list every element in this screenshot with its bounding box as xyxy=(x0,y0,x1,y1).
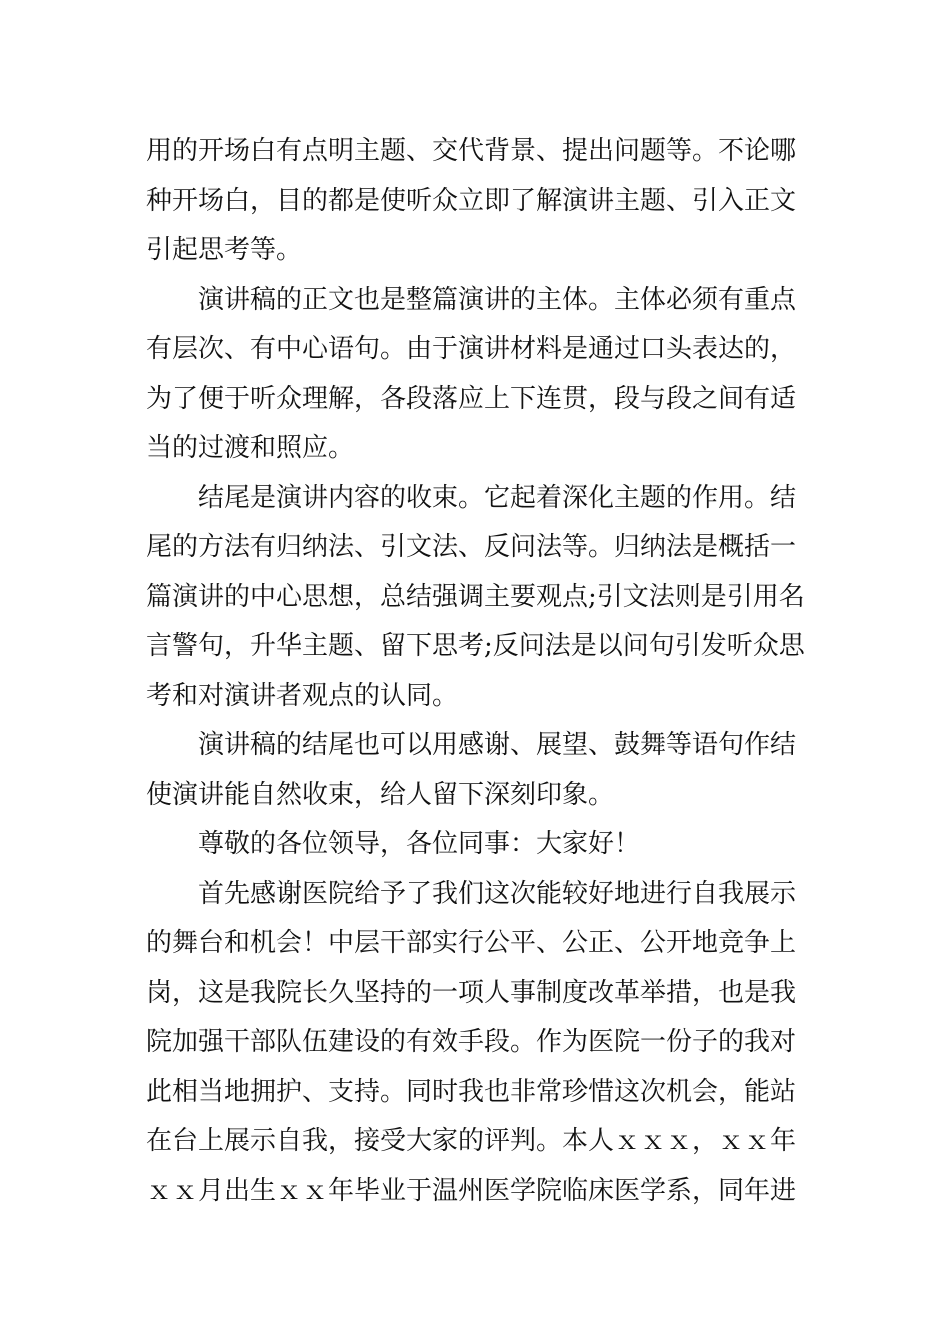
text-line-20: 此相当地拥护、支持。同时我也非常珍惜这次机会，能站 xyxy=(146,1076,797,1107)
text-line-13: 演讲稿的结尾也可以用感谢、展望、鼓舞等语句作结 xyxy=(198,730,797,760)
text-line-17: 的舞台和机会！中层干部实行公平、公正、公开地竞争上 xyxy=(146,928,797,958)
text-line-14: 使演讲能自然收束，给人留下深刻印象。 xyxy=(146,779,615,810)
text-line-22: ｘｘ月出生ｘｘ年毕业于温州医学院临床医学系，同年进 xyxy=(146,1175,797,1206)
text-line-3: 引起思考等。 xyxy=(146,235,303,265)
text-line-2: 种开场白，目的都是使听众立即了解演讲主题、引入正文 xyxy=(146,185,797,216)
text-line-5: 有层次、有中心语句。由于演讲材料是通过口头表达的， xyxy=(146,334,797,364)
text-line-1: 用的开场白有点明主题、交代背景、提出问题等。不论哪 xyxy=(146,136,797,166)
text-line-7: 当的过渡和照应。 xyxy=(146,433,355,463)
text-line-8: 结尾是演讲内容的收束。它起着深化主题的作用。结 xyxy=(198,482,797,513)
text-line-19: 院加强干部队伍建设的有效手段。作为医院一份子的我对 xyxy=(146,1027,797,1057)
text-line-9: 尾的方法有归纳法、引文法、反问法等。归纳法是概括一 xyxy=(146,532,797,562)
text-line-12: 考和对演讲者观点的认同。 xyxy=(146,680,459,711)
text-line-4: 演讲稿的正文也是整篇演讲的主体。主体必须有重点 xyxy=(198,284,797,315)
text-line-18: 岗，这是我院长久坚持的一项人事制度改革举措，也是我 xyxy=(146,977,797,1008)
text-line-6: 为了便于听众理解，各段落应上下连贯，段与段之间有适 xyxy=(146,383,797,414)
text-line-10: 篇演讲的中心思想，总结强调主要观点;引文法则是引用名 xyxy=(146,581,805,612)
text-line-11: 言警句，升华主题、留下思考;反问法是以问句引发听众思 xyxy=(146,631,805,661)
text-line-21: 在台上展示自我，接受大家的评判。本人ｘｘｘ，ｘｘ年 xyxy=(146,1126,797,1156)
document-body xyxy=(146,127,816,1216)
text-line-16: 首先感谢医院给予了我们这次能较好地进行自我展示 xyxy=(198,878,797,909)
text-line-15: 尊敬的各位领导，各位同事：大家好！ xyxy=(198,829,641,859)
